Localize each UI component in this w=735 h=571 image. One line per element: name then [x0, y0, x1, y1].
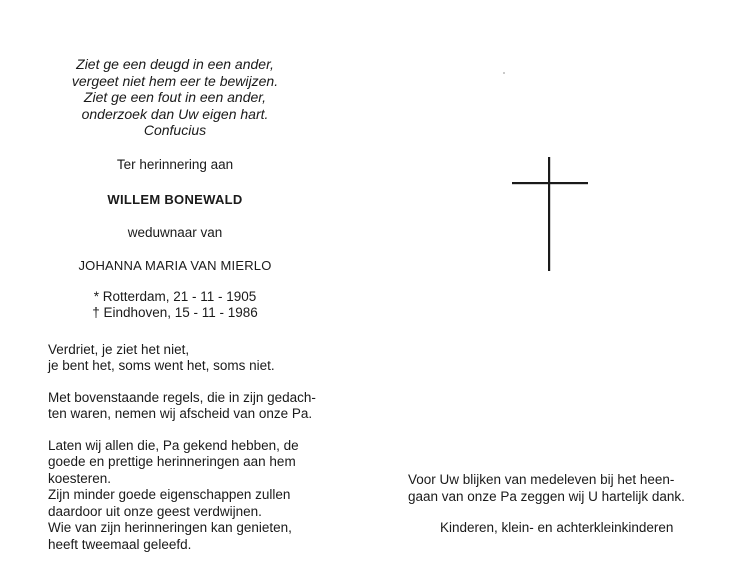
- thank-you-note: [408, 472, 700, 505]
- paper-speck: [503, 72, 505, 74]
- birth-line: * Rotterdam, 21 - 11 - 1905: [93, 288, 257, 304]
- thanks-line: gaan van onze Pa zeggen wij U hartelijk dank.: [408, 488, 685, 504]
- death-line: † Eindhoven, 15 - 11 - 1986: [92, 305, 258, 320]
- confucius-quote: [48, 56, 302, 139]
- quote-line: vergeet niet hem eer te bewijzen.: [71, 72, 279, 89]
- deceased-name: WILLEM BONEWALD: [107, 191, 243, 207]
- paragraph-line: ten waren, nemen wij afscheid van onze Pa.: [48, 406, 313, 421]
- paragraph-line: koesteren.: [48, 470, 112, 486]
- paragraph-line: daardoor uit onze geest verdwijnen.: [48, 503, 262, 519]
- paragraph-memories: [48, 438, 322, 554]
- paragraph-line: Verdriet, je ziet het niet,: [48, 341, 190, 357]
- paragraph-line: Met bovenstaande regels, die in zijn gedach-: [48, 389, 316, 405]
- thanks-line: Voor Uw blijken van medeleven bij het heen-: [408, 472, 675, 487]
- quote-line: Ziet ge een fout in een ander,: [83, 89, 267, 105]
- quote-line: Ziet ge een deugd in een ander,: [76, 56, 274, 72]
- remembrance-heading: Ter herinnering aan: [116, 156, 234, 172]
- life-dates: [48, 289, 302, 322]
- paragraph-grief: [48, 342, 322, 375]
- spouse-name: JOHANNA MARIA VAN MIERLO: [78, 257, 272, 273]
- left-column: [48, 56, 328, 553]
- paragraph-line: Laten wij allen die, Pa gekend hebben, de: [48, 437, 299, 453]
- latin-cross-icon: [512, 157, 588, 271]
- paragraph-line: Wie van zijn herinneringen kan genieten,: [48, 520, 292, 535]
- widower-of-label: weduwnaar van: [127, 224, 223, 240]
- family-signoff: Kinderen, klein- en achterkleinkinderen: [440, 520, 674, 535]
- paragraph-line: Zijn minder goede eigenschappen zullen: [48, 487, 291, 502]
- paragraph-line: heeft tweemaal geleefd.: [48, 536, 192, 552]
- quote-line: onderzoek dan Uw eigen hart.: [81, 105, 269, 122]
- paragraph-line: je bent het, soms went het, soms niet.: [48, 358, 275, 373]
- quote-author: Confucius: [143, 122, 207, 138]
- paragraph-farewell: [48, 390, 322, 423]
- paragraph-line: goede en prettige herinneringen aan hem: [48, 454, 296, 469]
